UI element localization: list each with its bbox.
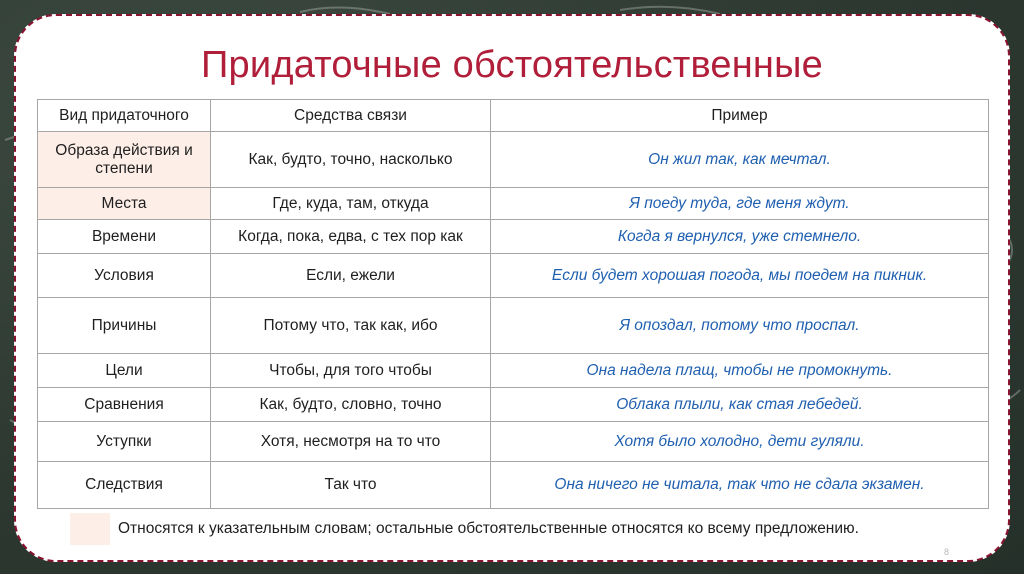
cell-type: Условия: [38, 254, 211, 298]
legend: [70, 513, 859, 545]
cell-example: Если будет хорошая погода, мы поедем на пикник.: [491, 254, 989, 298]
header-example: Пример: [491, 100, 989, 132]
cell-means: Как, будто, точно, насколько: [211, 132, 491, 188]
table-header-row: [38, 100, 989, 132]
cell-example: Он жил так, как мечтал.: [491, 132, 989, 188]
clauses-table: [37, 99, 989, 509]
cell-means: Когда, пока, едва, с тех пор как: [211, 220, 491, 254]
cell-example: Она надела плащ, чтобы не промокнуть.: [491, 354, 989, 388]
cell-type: Сравнения: [38, 388, 211, 422]
page-number: 8: [944, 547, 950, 557]
legend-swatch: [70, 513, 110, 545]
cell-means: Чтобы, для того чтобы: [211, 354, 491, 388]
table-row: [38, 298, 989, 354]
header-means: Средства связи: [211, 100, 491, 132]
cell-example: Хотя было холодно, дети гуляли.: [491, 422, 989, 462]
cell-type: Времени: [38, 220, 211, 254]
cell-example: Когда я вернулся, уже стемнело.: [491, 220, 989, 254]
cell-means: Потому что, так как, ибо: [211, 298, 491, 354]
cell-type: Цели: [38, 354, 211, 388]
slide-title: Придаточные обстоятельственные: [201, 44, 823, 86]
table-row: [38, 220, 989, 254]
cell-type: Уступки: [38, 422, 211, 462]
cell-means: Так что: [211, 462, 491, 509]
table-row: [38, 132, 989, 188]
table-row: [38, 188, 989, 220]
cell-means: Как, будто, словно, точно: [211, 388, 491, 422]
cell-type: Причины: [38, 298, 211, 354]
cell-example: Она ничего не читала, так что не сдала экзамен.: [491, 462, 989, 509]
cell-example: Я опоздал, потому что проспал.: [491, 298, 989, 354]
cell-type: Места: [38, 188, 211, 220]
table-row: [38, 422, 989, 462]
cell-means: Хотя, несмотря на то что: [211, 422, 491, 462]
cell-type: Образа действия и степени: [38, 132, 211, 188]
cell-type: Следствия: [38, 462, 211, 509]
cell-means: Где, куда, там, откуда: [211, 188, 491, 220]
cell-example: Я поеду туда, где меня ждут.: [491, 188, 989, 220]
header-type: Вид придаточного: [38, 100, 211, 132]
legend-text: Относятся к указательным словам; остальные обстоятельственные относятся ко всему предложению.: [118, 520, 859, 537]
table-row: [38, 462, 989, 509]
table-row: [38, 388, 989, 422]
table-row: [38, 354, 989, 388]
table-row: [38, 254, 989, 298]
cell-example: Облака плыли, как стая лебедей.: [491, 388, 989, 422]
cell-means: Если, ежели: [211, 254, 491, 298]
